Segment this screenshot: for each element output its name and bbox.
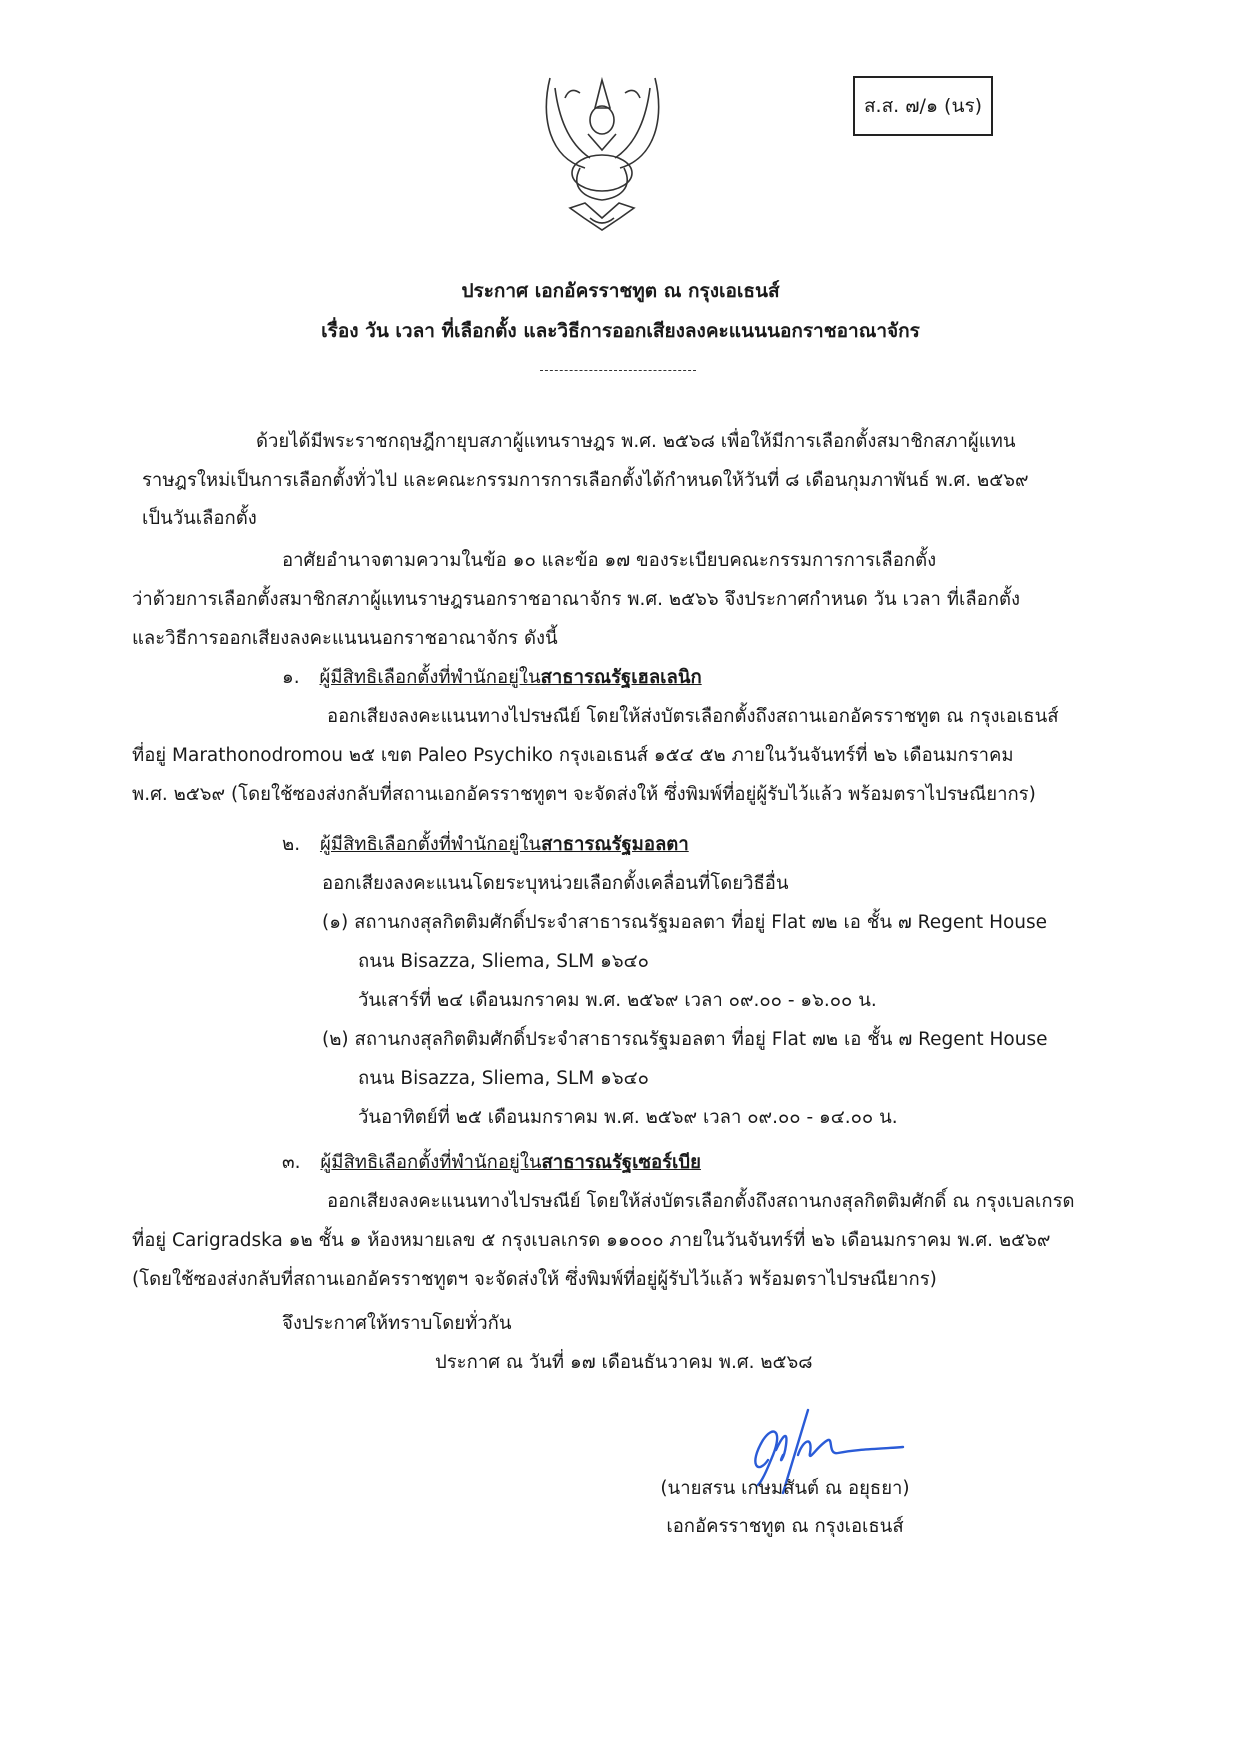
section-1-heading-text bbox=[320, 667, 702, 688]
section-3-number: ๓. bbox=[282, 1152, 301, 1173]
form-code-box bbox=[853, 76, 993, 136]
section-2-unit-2-datetime: วันอาทิตย์ที่ ๒๕ เดือนมกราคม พ.ศ. ๒๕๖๙ เวลา ๐๙.๐๐ - ๑๔.๐๐ น. bbox=[358, 1107, 898, 1128]
section-2-heading-text bbox=[320, 834, 689, 855]
signatory-title: เอกอัครราชทูต ณ กรุงเอเธนส์ bbox=[666, 1516, 904, 1537]
section-3-country: สาธารณรัฐเซอร์เบีย bbox=[541, 1152, 701, 1173]
section-1-line2: ที่อยู่ Marathonodromou ๒๕ เขต Paleo Psychiko กรุงเอเธนส์ ๑๕๔ ๕๒ ภายในวันจันทร์ที่ ๒๖ เดือนมกราคม bbox=[132, 745, 1014, 766]
form-code: ส.ส. ๗/๑ (นร) bbox=[863, 95, 983, 117]
garuda-emblem-icon bbox=[540, 68, 665, 233]
preamble-p2-line3: และวิธีการออกเสียงลงคะแนนนอกราชอาณาจักร ดังนี้ bbox=[132, 628, 558, 649]
section-1-heading bbox=[282, 665, 702, 691]
section-1-line1: ออกเสียงลงคะแนนทางไปรษณีย์ โดยให้ส่งบัตรเลือกตั้งถึงสถานเอกอัครราชทูต ณ กรุงเอเธนส์ bbox=[327, 706, 1059, 727]
title-separator bbox=[540, 370, 696, 371]
section-2-unit-2-place bbox=[322, 1027, 1048, 1053]
closing-date: ประกาศ ณ วันที่ ๑๗ เดือนธันวาคม พ.ศ. ๒๕๖๘ bbox=[435, 1352, 813, 1373]
preamble-p2-line1: อาศัยอำนาจตามความในข้อ ๑๐ และข้อ ๑๗ ของระเบียบคณะกรรมการการเลือกตั้ง bbox=[282, 550, 937, 571]
unit-1-place: สถานกงสุลกิตติมศักดิ์ประจำสาธารณรัฐมอลตา ที่อยู่ Flat ๗๒ เอ ชั้น ๗ Regent House bbox=[354, 912, 1048, 933]
section-3-line2: ที่อยู่ Carigradska ๑๒ ชั้น ๑ ห้องหมายเลข ๕ กรุงเบลเกรด ๑๑๐๐๐ ภายในวันจันทร์ที่ ๒๖ เดือนมกราคม พ.ศ. ๒๕๖๙ bbox=[132, 1230, 1051, 1251]
preamble-p1-line2: ราษฎรใหม่เป็นการเลือกตั้งทั่วไป และคณะกรรมการการเลือกตั้งได้กำหนดให้วันที่ ๘ เดือนกุมภาพันธ์ พ.ศ. ๒๕๖๙ bbox=[142, 470, 1029, 491]
section-1-number: ๑. bbox=[282, 667, 300, 688]
section-2-heading bbox=[282, 832, 689, 858]
section-2-heading-prefix: ผู้มีสิทธิเลือกตั้งที่พำนักอยู่ใน bbox=[319, 834, 542, 855]
section-2-unit-2-street: ถนน Bisazza, Sliema, SLM ๑๖๔๐ bbox=[358, 1068, 649, 1089]
section-3-heading-prefix: ผู้มีสิทธิเลือกตั้งที่พำนักอยู่ใน bbox=[320, 1152, 542, 1173]
section-1-country: สาธารณรัฐเฮลเลนิก bbox=[540, 667, 702, 688]
section-1-heading-prefix: ผู้มีสิทธิเลือกตั้งที่พำนักอยู่ใน bbox=[319, 667, 541, 688]
preamble-p1-line3: เป็นวันเลือกตั้ง bbox=[142, 508, 257, 529]
preamble-p1-line1: ด้วยได้มีพระราชกฤษฎีกายุบสภาผู้แทนราษฎร พ.ศ. ๒๕๖๘ เพื่อให้มีการเลือกตั้งสมาชิกสภาผู้แทน bbox=[256, 431, 1016, 452]
section-3-heading bbox=[282, 1150, 701, 1176]
section-2-country: สาธารณรัฐมอลตา bbox=[541, 834, 689, 855]
section-3-heading-text bbox=[320, 1152, 701, 1173]
section-2-unit-1-place bbox=[322, 910, 1047, 936]
unit-2-label: (๒) bbox=[322, 1029, 349, 1050]
preamble-p2-line2: ว่าด้วยการเลือกตั้งสมาชิกสภาผู้แทนราษฎรนอกราชอาณาจักร พ.ศ. ๒๕๖๖ จึงประกาศกำหนด วัน เวลา ที่เลือกตั้ง bbox=[132, 589, 1021, 610]
section-3-line1: ออกเสียงลงคะแนนทางไปรษณีย์ โดยให้ส่งบัตรเลือกตั้งถึงสถานกงสุลกิตติมศักดิ์ ณ กรุงเบลเกรด bbox=[327, 1191, 1075, 1212]
section-2-intro: ออกเสียงลงคะแนนโดยระบุหน่วยเลือกตั้งเคลื่อนที่โดยวิธีอื่น bbox=[322, 873, 789, 894]
unit-2-place: สถานกงสุลกิตติมศักดิ์ประจำสาธารณรัฐมอลตา ที่อยู่ Flat ๗๒ เอ ชั้น ๗ Regent House bbox=[354, 1029, 1048, 1050]
announcement-subject: เรื่อง วัน เวลา ที่เลือกตั้ง และวิธีการออกเสียงลงคะแนนนอกราชอาณาจักร bbox=[321, 320, 920, 342]
section-2-unit-1-street: ถนน Bisazza, Sliema, SLM ๑๖๔๐ bbox=[358, 951, 649, 972]
section-1-line3: พ.ศ. ๒๕๖๙ (โดยใช้ซองส่งกลับที่สถานเอกอัครราชทูตฯ จะจัดส่งให้ ซึ่งพิมพ์ที่อยู่ผู้รับไว้แล้ว พร้อมตราไปรษณียากร) bbox=[132, 784, 1036, 805]
unit-1-label: (๑) bbox=[322, 912, 349, 933]
signatory-name: (นายสรน เกษมสันต์ ณ อยุธยา) bbox=[660, 1478, 910, 1499]
announcement-title: ประกาศ เอกอัครราชทูต ณ กรุงเอเธนส์ bbox=[461, 280, 780, 302]
closing-announce: จึงประกาศให้ทราบโดยทั่วกัน bbox=[282, 1313, 512, 1334]
section-2-number: ๒. bbox=[282, 834, 301, 855]
section-3-line3: (โดยใช้ซองส่งกลับที่สถานเอกอัครราชทูตฯ จะจัดส่งให้ ซึ่งพิมพ์ที่อยู่ผู้รับไว้แล้ว พร้อมตราไปรษณียากร) bbox=[132, 1269, 937, 1290]
section-2-unit-1-datetime: วันเสาร์ที่ ๒๔ เดือนมกราคม พ.ศ. ๒๕๖๙ เวลา ๐๙.๐๐ - ๑๖.๐๐ น. bbox=[358, 990, 877, 1011]
